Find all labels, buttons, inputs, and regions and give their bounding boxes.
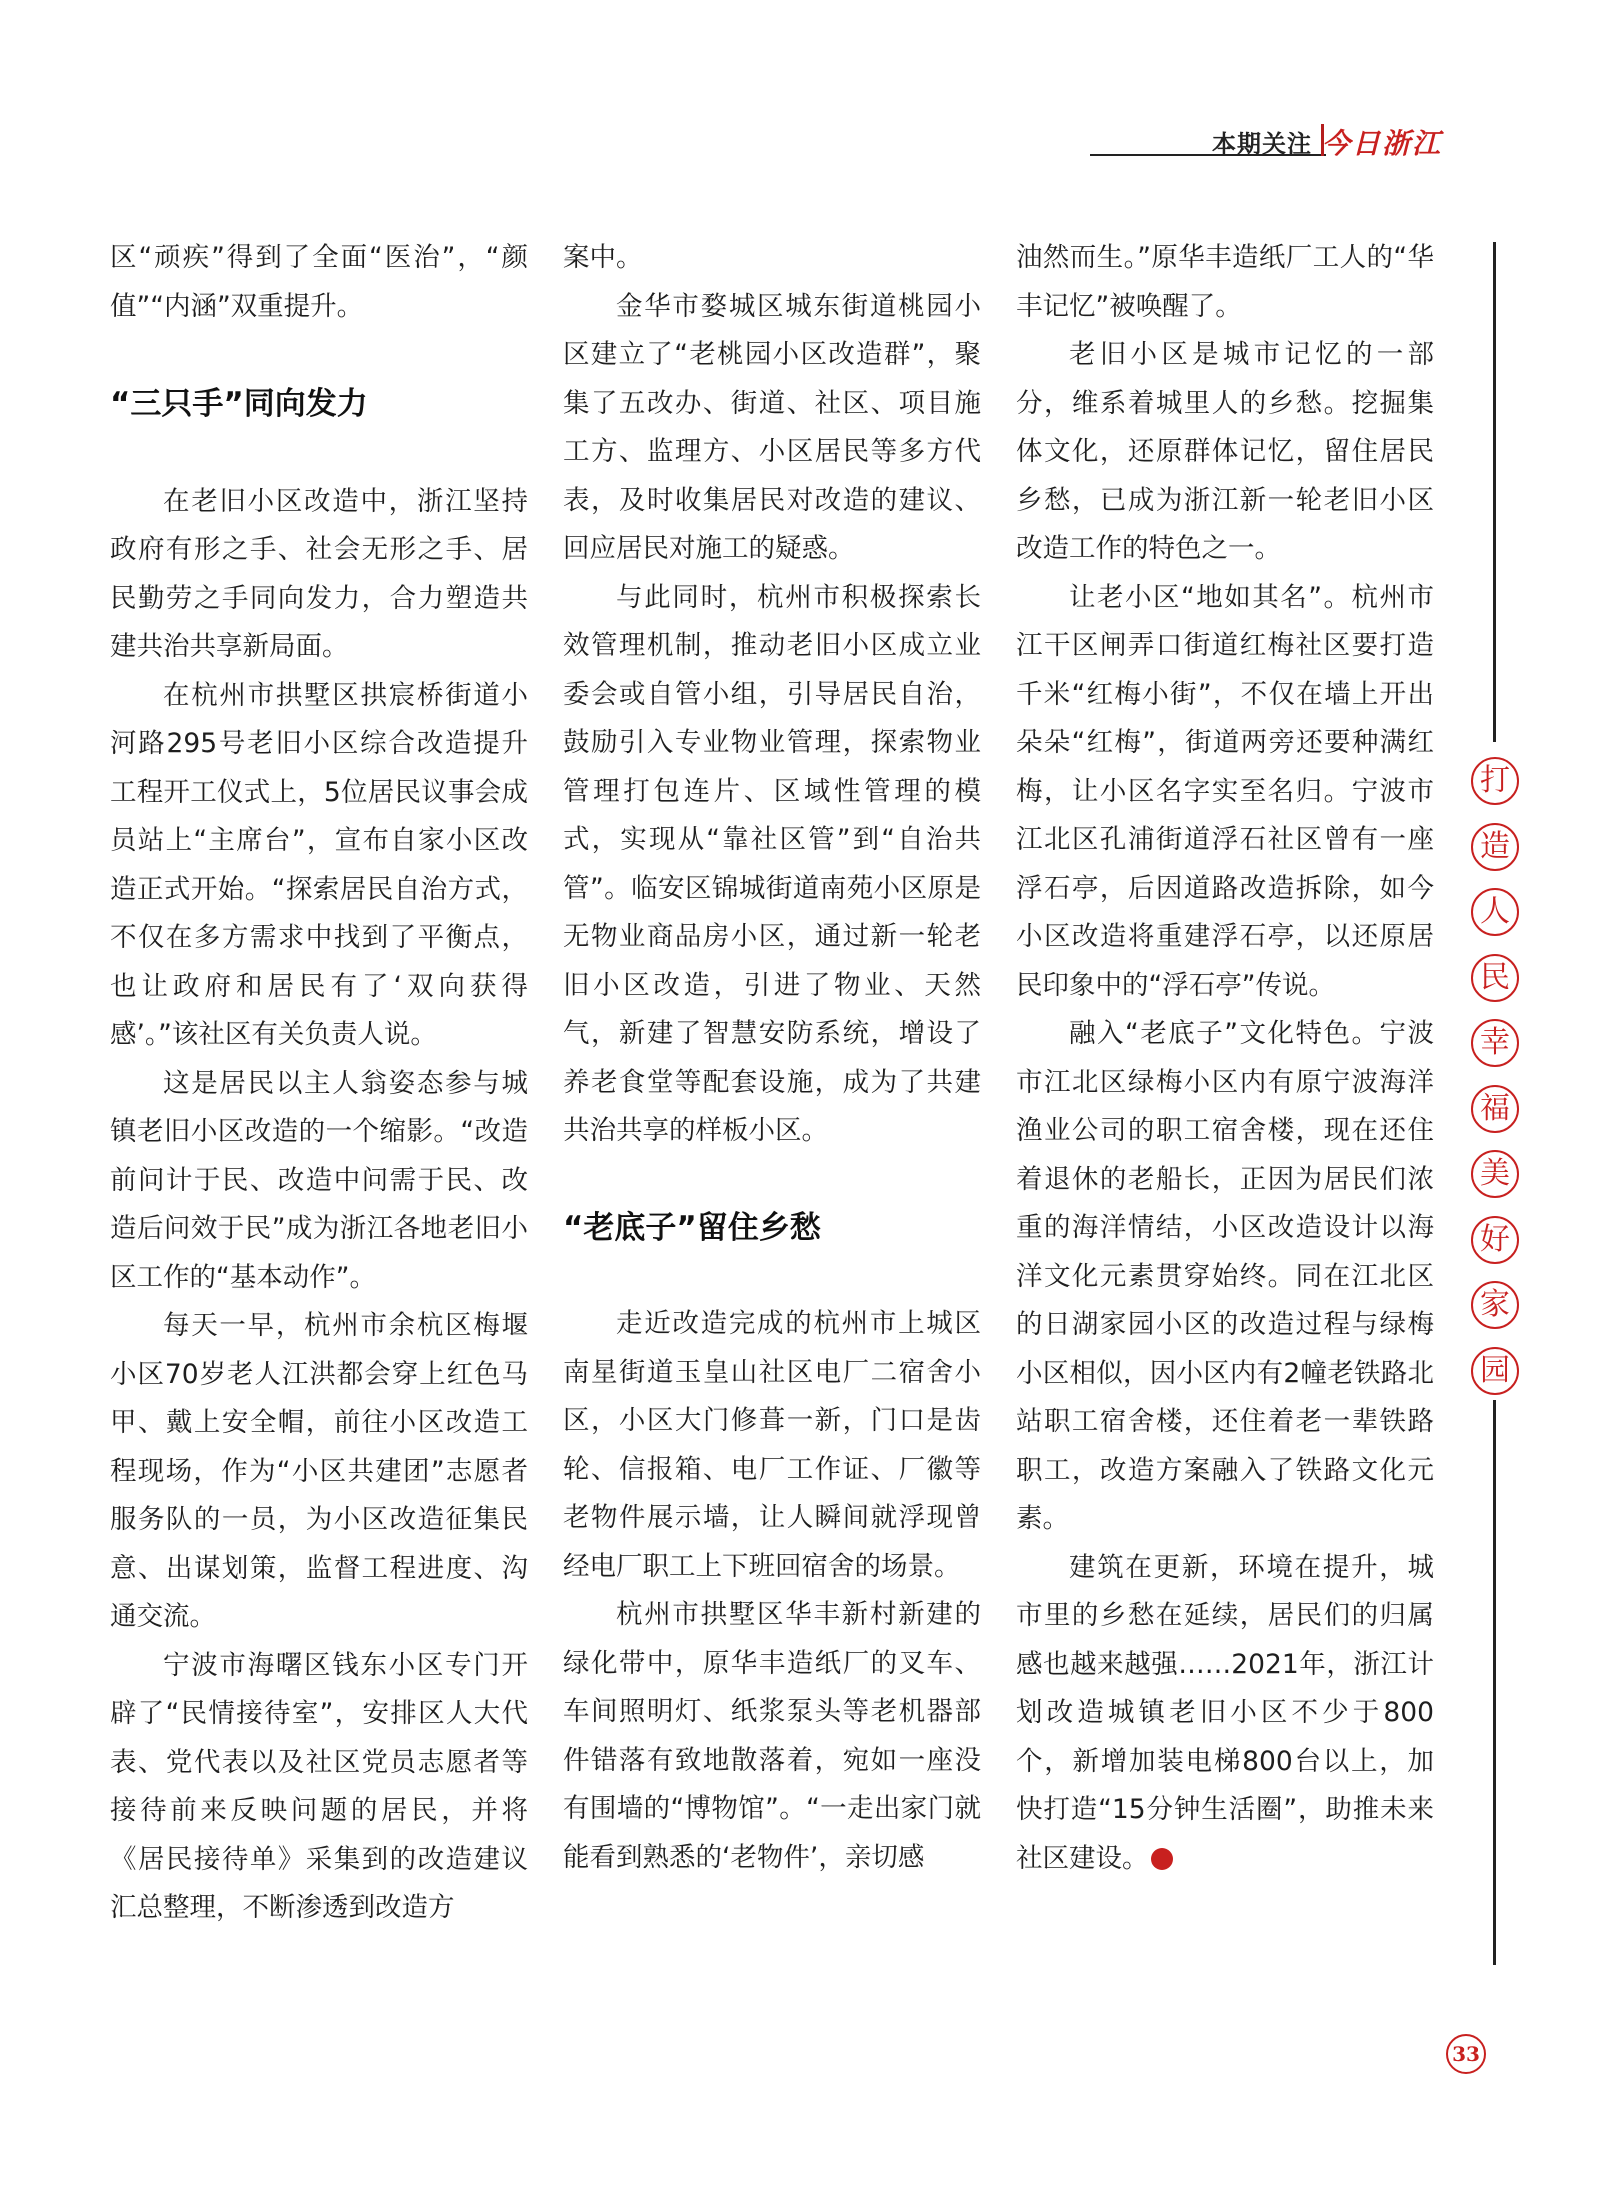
paragraph: 老旧小区是城市记忆的一部分，维系着城里人的乡愁。挖掘集体文化，还原群体记忆，留住居民乡愁，已成为浙江新一轮老旧小区改造工作的特色之一。 [1016,339,1434,564]
paragraph: 每天一早，杭州市余杭区梅堰小区70岁老人江洪都会穿上红色马甲、戴上安全帽，前往小区改造工程现场，作为“小区共建团”志愿者服务队的一员，为小区改造征集民意、出谋划策，监督工程进度、沟通交流。 [110,1310,528,1632]
banner-character: 幸 [1471,1019,1519,1067]
paragraph: 与此同时，杭州市积极探索长效管理机制，推动老旧小区成立业委会或自管小组，引导居民自治，鼓励引入专业物业管理，探索物业管理打包连片、区域性管理的模式，实现从“靠社区管”到“自治共管”。临安区锦城街道南苑小区原是无物业商品房小区，通过新一轮老旧小区改造，引进了物业、天然气，新建了智慧安防系统，增设了养老食堂等配套设施，成为了共建共治共享的样板小区。 [563,581,981,1146]
banner-character: 打 [1471,757,1519,805]
banner-character: 美 [1471,1150,1519,1198]
paragraph: 这是居民以主人翁姿态参与城镇老旧小区改造的一个缩影。“改造前问计于民、改造中问需于民、改造后问效于民”成为浙江各地老旧小区工作的“基本动作”。 [110,1067,528,1293]
banner-character: 人 [1471,888,1519,936]
paragraph [1016,1544,1434,1884]
paragraph: 金华市婺城区城东街道桃园小区建立了“老桃园小区改造群”，聚集了五改办、街道、社区、项目施工方、监理方、小区居民等多方代表，及时收集居民对改造的建议、回应居民对施工的疑惑。 [563,290,981,564]
header-section-title: 本期关注 [1212,130,1312,158]
paragraph: 融入“老底子”文化特色。宁波市江北区绿梅小区内有原宁波海洋渔业公司的职工宿舍楼，现在还住着退休的老船长，正因为居民们浓重的海洋情结，小区改造设计以海洋文化元素贯穿始终。同在江北区的日湖家园小区的改造过程与绿梅小区相似，因小区内有2幢老铁路北站职工宿舍楼，还住着老一辈铁路职工，改造方案融入了铁路文化元素。 [1016,1018,1434,1534]
paragraph: 走近改造完成的杭州市上城区南星街道玉皇山社区电厂二宿舍小区，小区大门修葺一新，门口是齿轮、信报箱、电厂工作证、厂徽等老物件展示墙，让人瞬间就浮现曾经电厂职工上下班回宿舍的场景。 [563,1308,981,1582]
paragraph-text: 建筑在更新，环境在提升，城市里的乡愁在延续，居民们的归属感也越来越强……2021年，浙江计划改造城镇老旧小区不少于800个，新增加装电梯800台以上，加快打造“15分钟生活圈”，助推未来社区建设。 [1016,1551,1434,1874]
banner-character: 家 [1471,1281,1519,1329]
text-column-1 [110,234,528,1933]
vertical-banner [1471,757,1519,1412]
paragraph: 区“顽疾”得到了全面“医治”，“颜值”“内涵”双重提升。 [110,242,528,322]
article-end-icon: 今 [1151,1848,1173,1870]
page-header [1090,124,1442,160]
text-column-2 [563,234,981,1882]
paragraph: 案中。 [563,242,643,273]
vertical-rule-bottom [1493,1400,1496,1965]
page-number: 33 [1446,2034,1486,2074]
paragraph: 在杭州市拱墅区拱宸桥街道小河路295号老旧小区综合改造提升工程开工仪式上，5位居民议事会成员站上“主席台”，宣布自家小区改造正式开始。“探索居民自治方式，不仅在多方需求中找到了平衡点，也让政府和居民有了‘双向获得感’。”该社区有关负责人说。 [110,679,528,1050]
paragraph: 宁波市海曙区钱东小区专门开辟了“民情接待室”，安排区人大代表、党代表以及社区党员志愿者等接待前来反映问题的居民，并将《居民接待单》采集到的改造建议汇总整理，不断渗透到改造方 [110,1649,528,1923]
section-heading: “老底子”留住乡愁 [563,1209,821,1246]
banner-character: 福 [1471,1085,1519,1133]
vertical-rule-top [1493,242,1496,742]
paragraph: 在老旧小区改造中，浙江坚持政府有形之手、社会无形之手、居民勤劳之手同向发力，合力塑造共建共治共享新局面。 [110,485,528,662]
paragraph: 杭州市拱墅区华丰新村新建的绿化带中，原华丰造纸厂的叉车、车间照明灯、纸浆泵头等老机器部件错落有致地散落着，宛如一座没有围墙的“博物馆”。“一走出家门就能看到熟悉的‘老物件’，亲切感 [563,1599,981,1873]
banner-character: 造 [1471,823,1519,871]
banner-character: 园 [1471,1347,1519,1395]
banner-character: 民 [1471,954,1519,1002]
text-column-3 [1016,234,1434,1883]
magazine-logo: 今日浙江 [1321,127,1442,160]
section-heading: “三只手”同向发力 [110,386,368,422]
banner-character: 好 [1471,1216,1519,1264]
paragraph: 让老小区“地如其名”。杭州市江干区闸弄口街道红梅社区要打造千米“红梅小街”，不仅在墙上开出朵朵“红梅”，街道两旁还要种满红梅，让小区名字实至名归。宁波市江北区孔浦街道浮石社区曾有一座浮石亭，后因道路改造拆除，如今小区改造将重建浮石亭，以还原居民印象中的“浮石亭”传说。 [1016,581,1434,1001]
paragraph: 油然而生。”原华丰造纸厂工人的“华丰记忆”被唤醒了。 [1016,242,1434,322]
